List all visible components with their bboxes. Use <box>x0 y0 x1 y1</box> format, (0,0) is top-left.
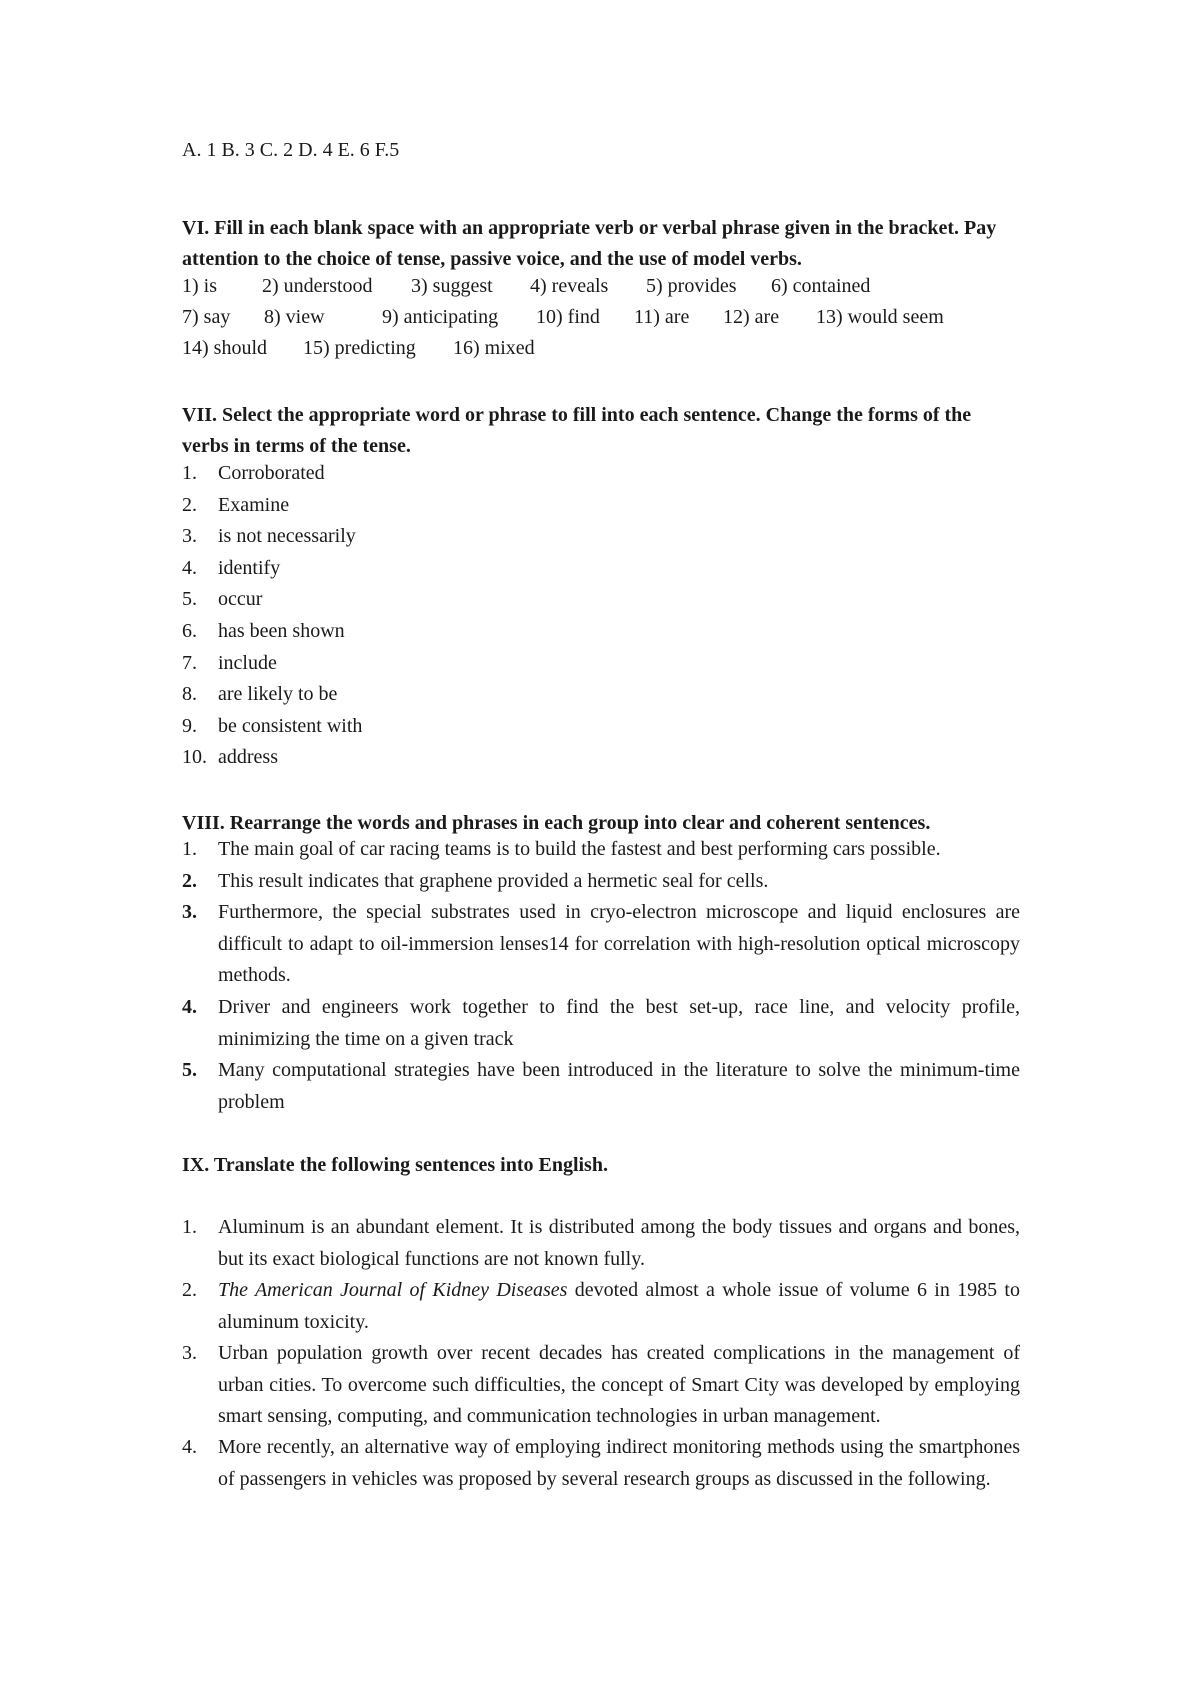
item-text: identify <box>218 557 281 579</box>
answer-word: 5) provides <box>646 275 737 297</box>
item-number: 4. <box>182 996 197 1018</box>
section-6-row-2 <box>182 302 1020 333</box>
answer-word: 10) find <box>536 306 600 328</box>
section-6-row-1 <box>182 271 1020 302</box>
item-text: Corroborated <box>218 462 325 484</box>
item-number: 7. <box>182 652 197 674</box>
item-number: 2. <box>182 494 197 516</box>
list-item <box>182 1432 1020 1495</box>
item-text: The main goal of car racing teams is to build the fastest and best performing cars possible. <box>218 838 941 860</box>
item-number: 8. <box>182 683 197 705</box>
list-item <box>182 711 1020 743</box>
item-text: are likely to be <box>218 683 338 705</box>
item-text: occur <box>218 588 263 610</box>
answer-word: 11) are <box>634 306 690 328</box>
section-6-row-3 <box>182 333 1020 364</box>
item-text: Aluminum is an abundant element. It is distributed among the body tissues and organs and bones, but its exact biological functions are not known fully. <box>218 1216 1020 1270</box>
item-number: 4. <box>182 557 197 579</box>
item-text <box>218 1275 1020 1338</box>
list-item <box>182 1338 1020 1433</box>
answer-word: 12) are <box>723 306 780 328</box>
answer-word: 9) anticipating <box>382 306 499 328</box>
item-number: 1. <box>182 1216 197 1238</box>
section-6-heading: VI. Fill in each blank space with an appropriate verb or verbal phrase given in the bracket. Pay attention to the choice of tense, passive voice, and the use of model verbs. <box>182 217 997 270</box>
item-text: be consistent with <box>218 715 363 737</box>
list-item <box>182 458 1020 490</box>
item-text: include <box>218 652 277 674</box>
answer-word: 1) is <box>182 275 217 297</box>
list-item <box>182 834 1020 866</box>
list-item <box>182 742 1020 774</box>
list-item <box>182 1055 1020 1118</box>
list-item <box>182 584 1020 616</box>
section-8-heading: VIII. Rearrange the words and phrases in each group into clear and coherent sentences. <box>182 812 931 834</box>
item-text: Many computational strategies have been introduced in the literature to solve the minimum-time problem <box>218 1059 1020 1113</box>
item-number: 5. <box>182 1059 197 1081</box>
item-text: has been shown <box>218 620 345 642</box>
item-number: 1. <box>182 838 197 860</box>
item-text: Furthermore, the special substrates used in cryo-electron microscope and liquid enclosures are difficult to adapt to oil-immersion lenses14 for correlation with high-resolution optical microscopy methods. <box>218 901 1020 986</box>
answer-word: 7) say <box>182 306 231 328</box>
item-number: 9. <box>182 715 197 737</box>
answer-word: 6) contained <box>771 275 871 297</box>
answer-word: 15) predicting <box>303 337 416 359</box>
list-item <box>182 897 1020 992</box>
item-text: This result indicates that graphene provided a hermetic seal for cells. <box>218 870 769 892</box>
item-text: is not necessarily <box>218 525 356 547</box>
list-item <box>182 866 1020 898</box>
section-7-heading: VII. Select the appropriate word or phrase to fill into each sentence. Change the forms of the verbs in terms of the tense. <box>182 404 972 457</box>
item-text: address <box>218 746 278 768</box>
item-text: More recently, an alternative way of employing indirect monitoring methods using the smartphones of passengers in vehicles was proposed by several research groups as discussed in the following. <box>218 1436 1020 1490</box>
list-item <box>182 553 1020 585</box>
list-item <box>182 521 1020 553</box>
answer-word: 13) would seem <box>816 306 944 328</box>
list-item <box>182 648 1020 680</box>
answer-word: 8) view <box>264 306 325 328</box>
answer-options: A. 1 B. 3 C. 2 D. 4 E. 6 F.5 <box>182 139 400 161</box>
answer-word: 16) mixed <box>453 337 535 359</box>
list-item <box>182 679 1020 711</box>
answer-word: 2) understood <box>262 275 373 297</box>
item-text: Driver and engineers work together to find the best set-up, race line, and velocity profile, minimizing the time on a given track <box>218 996 1020 1050</box>
item-number: 5. <box>182 588 197 610</box>
list-item <box>182 490 1020 522</box>
list-item <box>182 1275 1020 1338</box>
journal-title: The American Journal of Kidney Diseases <box>218 1279 568 1301</box>
list-item <box>182 616 1020 648</box>
item-number: 3. <box>182 525 197 547</box>
item-number: 6. <box>182 620 197 642</box>
item-number: 10. <box>182 746 207 768</box>
list-item <box>182 1212 1020 1275</box>
item-number: 2. <box>182 1279 197 1301</box>
item-number: 2. <box>182 870 197 892</box>
item-number: 4. <box>182 1436 197 1458</box>
item-text: Examine <box>218 494 290 516</box>
item-number: 3. <box>182 901 197 923</box>
item-text-rest: devoted almost a whole issue of volume 6 in 1985 to aluminum toxicity. <box>218 1279 1020 1333</box>
answer-word: 14) should <box>182 337 267 359</box>
item-number: 3. <box>182 1342 197 1364</box>
item-number: 1. <box>182 462 197 484</box>
item-text: Urban population growth over recent decades has created complications in the management of urban cities. To overcome such difficulties, the concept of Smart City was developed by employing smart sensing, computing, and communication technologies in urban management. <box>218 1342 1020 1427</box>
answer-word: 3) suggest <box>411 275 493 297</box>
answer-word: 4) reveals <box>530 275 609 297</box>
section-9-heading: IX. Translate the following sentences into English. <box>182 1154 608 1176</box>
list-item <box>182 992 1020 1055</box>
